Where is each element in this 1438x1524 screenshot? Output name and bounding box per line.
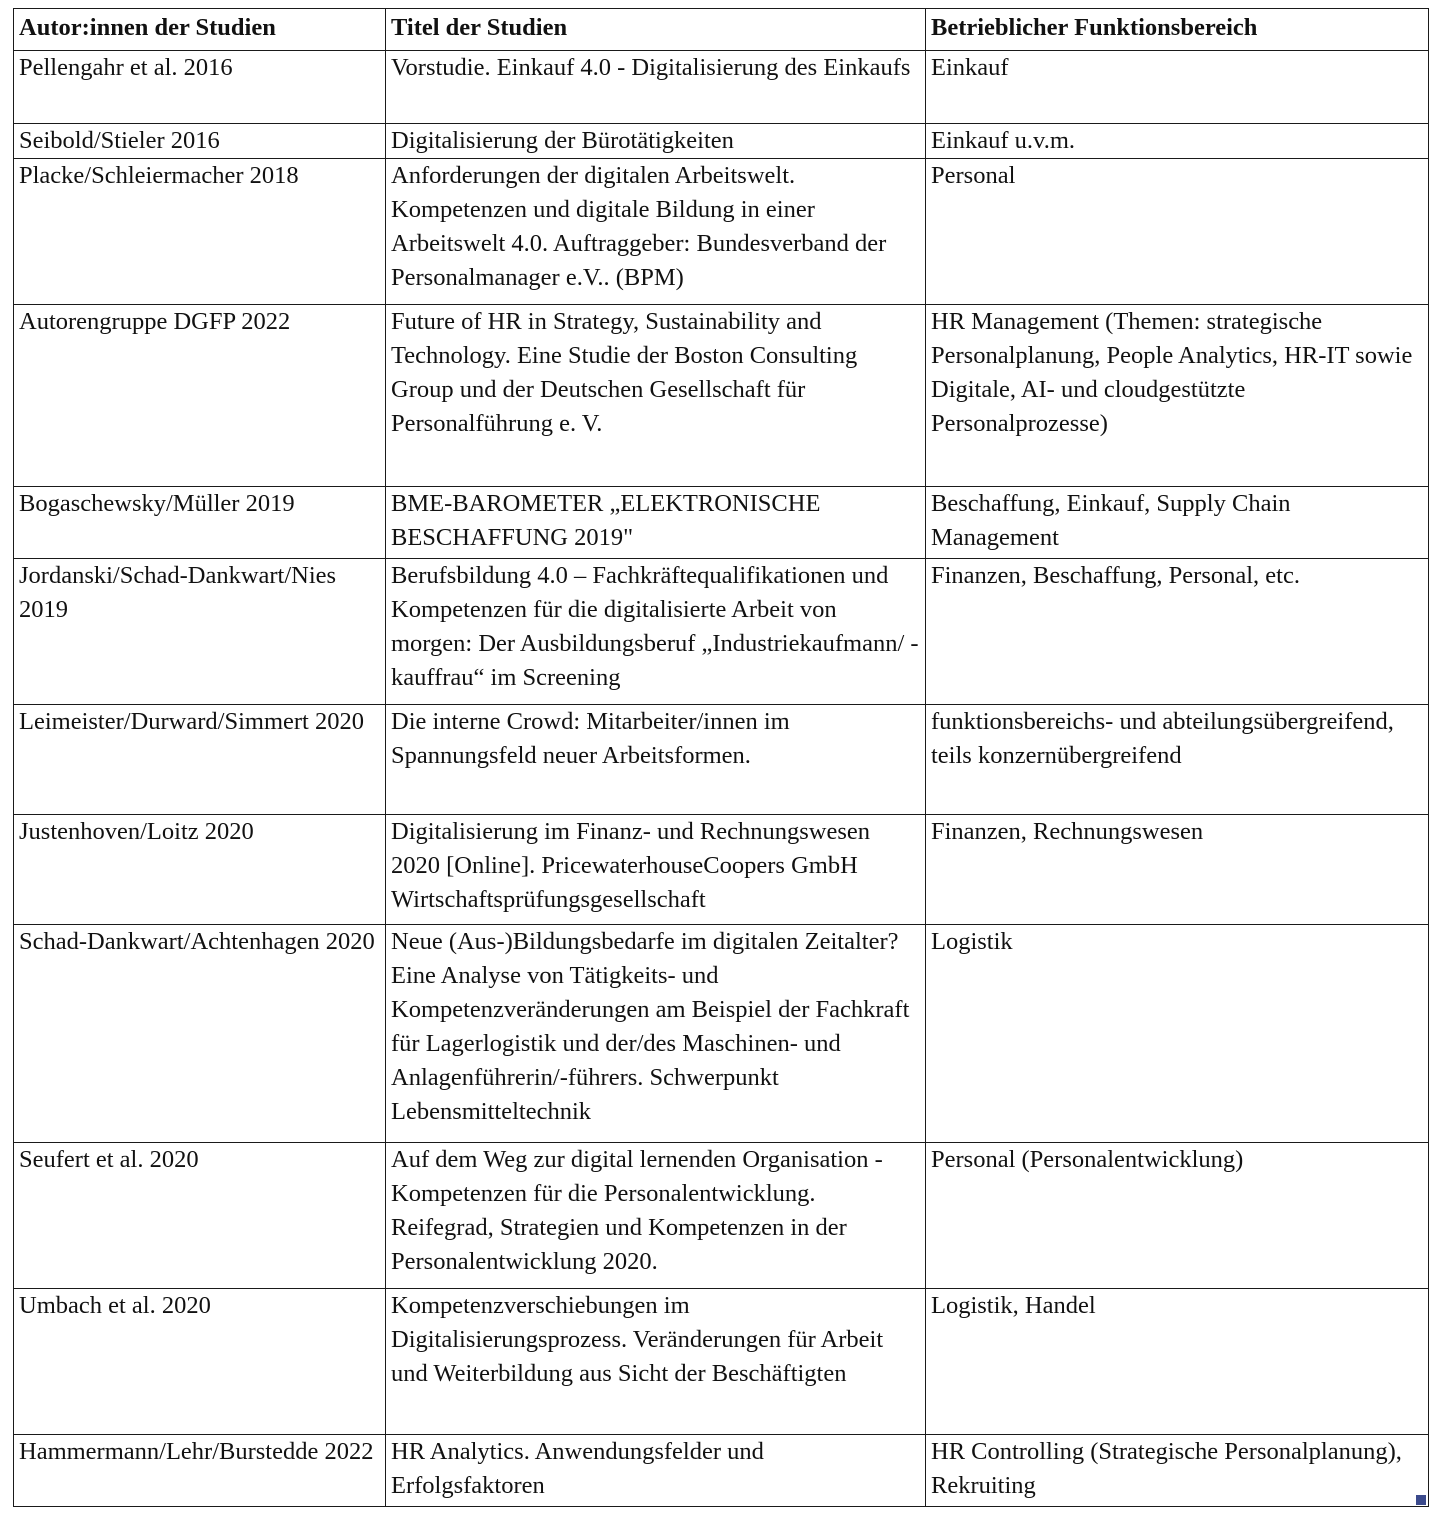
author-cell: Umbach et al. 2020 — [14, 1289, 386, 1435]
table-row — [14, 305, 1429, 487]
table-header — [14, 9, 1429, 51]
area-cell: Logistik — [926, 925, 1429, 1143]
title-cell: HR Analytics. Anwendungsfelder und Erfolgsfaktoren — [386, 1435, 926, 1507]
title-cell: Auf dem Weg zur digital lernenden Organisation - Kompetenzen für die Personalentwicklung. Reifegrad, Strategien und Kompetenzen in der Personalentwicklung 2020. — [386, 1143, 926, 1289]
author-cell: Placke/Schleiermacher 2018 — [14, 159, 386, 305]
studies-table — [13, 8, 1429, 1507]
author-cell: Bogaschewsky/Müller 2019 — [14, 487, 386, 559]
author-cell: Jordanski/Schad-Dankwart/Nies 2019 — [14, 559, 386, 705]
author-cell: Seufert et al. 2020 — [14, 1143, 386, 1289]
header-row — [14, 9, 1429, 51]
area-cell: Beschaffung, Einkauf, Supply Chain Management — [926, 487, 1429, 559]
area-cell: funktionsbereichs- und abteilungsübergreifend, teils konzernübergreifend — [926, 705, 1429, 815]
area-cell: HR Controlling (Strategische Personalplanung), Rekruiting — [926, 1435, 1429, 1507]
table-row — [14, 1289, 1429, 1435]
title-cell: Digitalisierung der Bürotätigkeiten — [386, 124, 926, 159]
author-cell: Schad-Dankwart/Achtenhagen 2020 — [14, 925, 386, 1143]
area-cell: Logistik, Handel — [926, 1289, 1429, 1435]
title-cell: Vorstudie. Einkauf 4.0 - Digitalisierung des Einkaufs — [386, 51, 926, 124]
title-cell: Digitalisierung im Finanz- und Rechnungswesen 2020 [Online]. PricewaterhouseCoopers GmbH Wirtschaftsprüfungsgesellschaft — [386, 815, 926, 925]
author-cell: Seibold/Stieler 2016 — [14, 124, 386, 159]
area-cell: Einkauf — [926, 51, 1429, 124]
resize-handle-icon — [1416, 1495, 1426, 1505]
table-row — [14, 1143, 1429, 1289]
header-authors: Autor:innen der Studien — [14, 9, 386, 51]
author-cell: Leimeister/Durward/Simmert 2020 — [14, 705, 386, 815]
title-cell: Berufsbildung 4.0 – Fachkräftequalifikationen und Kompetenzen für die digitalisierte Arbeit von morgen: Der Ausbildungsberuf „Industriekaufmann/ -kauffrau“ im Screening — [386, 559, 926, 705]
table-row — [14, 705, 1429, 815]
table-row — [14, 815, 1429, 925]
table-row — [14, 159, 1429, 305]
table-row — [14, 487, 1429, 559]
table-row — [14, 559, 1429, 705]
area-cell: Personal — [926, 159, 1429, 305]
header-functional-area: Betrieblicher Funktionsbereich — [926, 9, 1429, 51]
table-row — [14, 124, 1429, 159]
header-title: Titel der Studien — [386, 9, 926, 51]
title-cell: Future of HR in Strategy, Sustainability and Technology. Eine Studie der Boston Consulting Group und der Deutschen Gesellschaft für Personalführung e. V. — [386, 305, 926, 487]
table-row — [14, 1435, 1429, 1507]
author-cell: Hammermann/Lehr/Burstedde 2022 — [14, 1435, 386, 1507]
title-cell: Kompetenzverschiebungen im Digitalisierungsprozess. Veränderungen für Arbeit und Weiterbildung aus Sicht der Beschäftigten — [386, 1289, 926, 1435]
area-cell: HR Management (Themen: strategische Personalplanung, People Analytics, HR-IT sowie Digitale, AI- und cloudgestützte Personalprozesse) — [926, 305, 1429, 487]
table-row — [14, 925, 1429, 1143]
title-cell: Anforderungen der digitalen Arbeitswelt. Kompetenzen und digitale Bildung in einer Arbeitswelt 4.0. Auftraggeber: Bundesverband der Personalmanager e.V.. (BPM) — [386, 159, 926, 305]
title-cell: Neue (Aus-)Bildungsbedarfe im digitalen Zeitalter? Eine Analyse von Tätigkeits- und Kompetenzveränderungen am Beispiel der Fachkraft für Lagerlogistik und der/des Maschinen- und Anlagenführerin/-führers. Schwerpunkt Lebensmitteltechnik — [386, 925, 926, 1143]
area-cell: Finanzen, Beschaffung, Personal, etc. — [926, 559, 1429, 705]
table-body — [14, 51, 1429, 1507]
author-cell: Autorengruppe DGFP 2022 — [14, 305, 386, 487]
area-cell: Finanzen, Rechnungswesen — [926, 815, 1429, 925]
area-cell: Einkauf u.v.m. — [926, 124, 1429, 159]
area-cell: Personal (Personalentwicklung) — [926, 1143, 1429, 1289]
table-row — [14, 51, 1429, 124]
author-cell: Pellengahr et al. 2016 — [14, 51, 386, 124]
title-cell: Die interne Crowd: Mitarbeiter/innen im Spannungsfeld neuer Arbeitsformen. — [386, 705, 926, 815]
author-cell: Justenhoven/Loitz 2020 — [14, 815, 386, 925]
title-cell: BME-BAROMETER „ELEKTRONISCHE BESCHAFFUNG 2019" — [386, 487, 926, 559]
